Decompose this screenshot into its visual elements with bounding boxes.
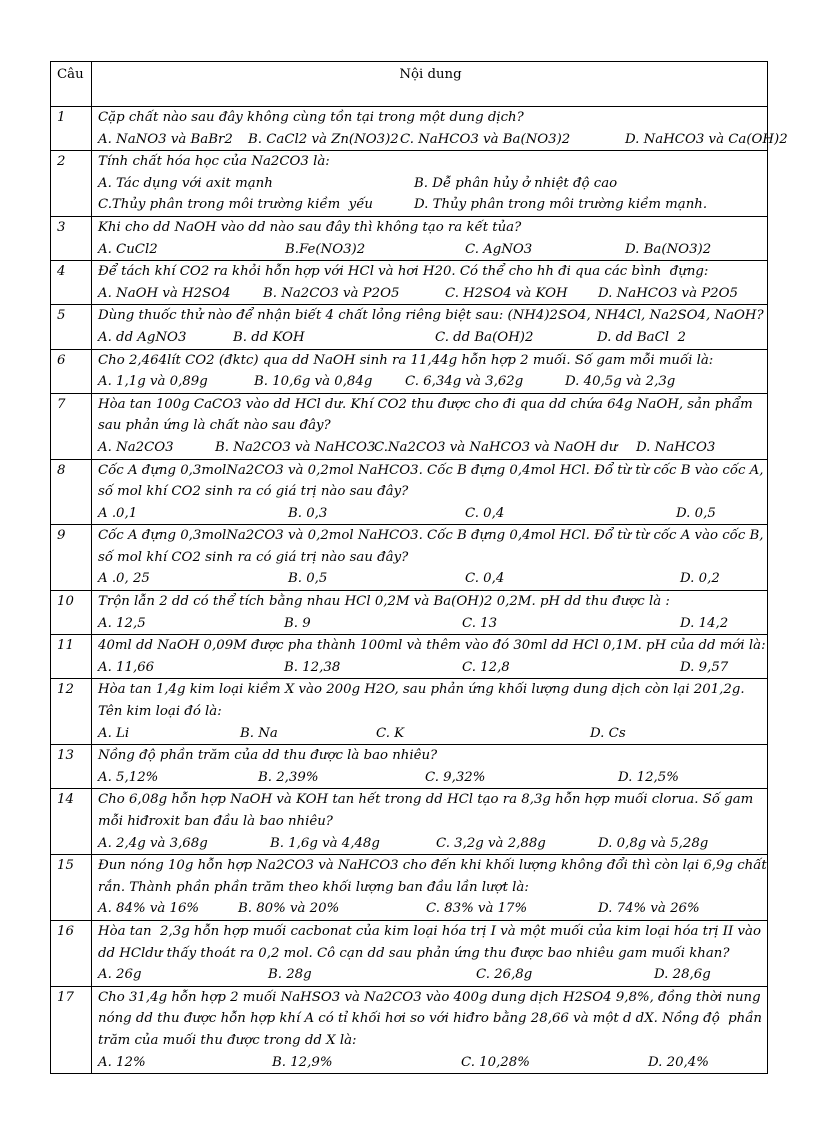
- question-row: [51, 393, 768, 459]
- question-text: Hòa tan 1,4g kim loại kiềm X vào 200g H2O, sau phản ứng khối lượng dung dịch còn lại 201,2g.: [98, 682, 745, 698]
- question-list: [51, 107, 788, 1074]
- question-text: Cặp chất nào sau đây không cùng tồn tại trong một dung dịch?: [98, 110, 524, 125]
- answer-option-b[interactable]: B. CaCl2 và Zn(NO3)2: [248, 131, 399, 147]
- answer-option-a[interactable]: A. NaOH và H2SO4: [98, 285, 231, 301]
- question-content-cell: [92, 393, 768, 459]
- question-content-cell: [92, 151, 768, 217]
- answer-option-c[interactable]: C. NaHCO3 và Ba(NO3)2: [400, 131, 571, 147]
- question-text: Hòa tan 2,3g hỗn hợp muối cacbonat của kim loại hóa trị I và một muối của kim loại hóa trị II vào: [98, 923, 761, 939]
- answer-option-c[interactable]: C. 83% và 17%: [426, 901, 528, 917]
- question-number-cell: [51, 107, 92, 151]
- answer-options: [98, 833, 763, 855]
- answer-option-d[interactable]: D. dd BaCl 2: [597, 329, 686, 345]
- question-number-cell: [51, 635, 92, 679]
- answer-option-d[interactable]: D. 0,8g và 5,28g: [598, 835, 709, 851]
- question-number: 15: [57, 858, 74, 874]
- answer-option-b[interactable]: B. 0,5: [288, 571, 328, 587]
- question-content-cell: [92, 920, 768, 986]
- question-content-cell: [92, 305, 768, 349]
- answer-option-d[interactable]: D. 14,2: [680, 615, 729, 631]
- answer-options: [98, 503, 763, 525]
- answer-option-b[interactable]: B. 0,3: [288, 505, 328, 521]
- question-row: [51, 986, 768, 1073]
- answer-option-b[interactable]: B. 10,6g và 0,84g: [254, 374, 373, 390]
- header-num-label: Câu: [57, 67, 84, 82]
- answer-option-a[interactable]: A. 11,66: [98, 659, 155, 675]
- answer-option-a[interactable]: A. 2,4g và 3,68g: [98, 835, 208, 851]
- question-number-cell: [51, 305, 92, 349]
- question-text: Để tách khí CO2 ra khỏi hỗn hợp với HCl và hơi H20. Có thể cho hh đi qua các bình đựng:: [98, 264, 709, 280]
- question-number-cell: [51, 525, 92, 591]
- question-number-cell: [51, 855, 92, 921]
- question-text: Cho 31,4g hỗn hợp 2 muối NaHSO3 và Na2CO3 vào 400g dung dịch H2SO4 9,8%, đồng thời nung: [98, 989, 761, 1005]
- question-content-cell: [92, 986, 768, 1073]
- answer-option-d[interactable]: D. 0,2: [680, 571, 720, 587]
- answer-option-a[interactable]: A. 26g: [98, 967, 142, 983]
- question-content-cell: [92, 591, 768, 635]
- question-number: 12: [57, 682, 74, 698]
- answer-option-b[interactable]: B. Na2CO3 và P2O5: [263, 285, 400, 301]
- question-text: mỗi hiđroxit ban đầu là bao nhiêu?: [98, 814, 333, 829]
- question-content-cell: [92, 459, 768, 525]
- answer-option-b[interactable]: B. 1,6g và 4,48g: [270, 835, 380, 851]
- question-number: 4: [57, 264, 66, 280]
- answer-option-b[interactable]: B. 12,38: [284, 659, 341, 675]
- answer-option-c[interactable]: C. 0,4: [465, 505, 505, 521]
- answer-option-d[interactable]: D. 40,5g và 2,3g: [565, 374, 676, 390]
- question-text: Hòa tan 100g CaCO3 vào dd HCl dư. Khí CO2 thu được cho đi qua dd chứa 64g NaOH, sản phẩm: [98, 396, 753, 412]
- question-text: Cốc A đựng 0,3molNa2CO3 và 0,2mol NaHCO3. Cốc B đựng 0,4mol HCl. Đổ từ từ cốc A vào cốc B,: [98, 528, 764, 544]
- answer-option-c[interactable]: C.Na2CO3 và NaHCO3 và NaOH dư: [374, 439, 618, 455]
- question-text: Cho 2,464lít CO2 (đktc) qua dd NaOH sinh ra 11,44g hỗn hợp 2 muối. Số gam mỗi muối là:: [98, 352, 714, 368]
- answer-option-a[interactable]: A. Na2CO3: [98, 439, 174, 455]
- question-text: dd HCldư thấy thoát ra 0,2 mol. Cô cạn dd sau phản ứng thu được bao nhiêu gam muối khan?: [98, 945, 730, 961]
- question-number-cell: [51, 789, 92, 855]
- answer-option-c[interactable]: C.Thủy phân trong môi trường kiềm yếu: [98, 197, 373, 213]
- question-text: rắn. Thành phần phần trăm theo khối lượng ban đầu lần lượt là:: [98, 879, 529, 895]
- question-text: số mol khí CO2 sinh ra có giá trị nào sau đây?: [98, 549, 409, 565]
- answer-option-c[interactable]: C. 13: [462, 615, 498, 631]
- question-row: [51, 151, 768, 217]
- question-content-cell: [92, 525, 768, 591]
- answer-option-a[interactable]: A. Tác dụng với axit mạnh: [98, 175, 273, 191]
- question-text: Cốc A đựng 0,3molNa2CO3 và 0,2mol NaHCO3. Cốc B đựng 0,4mol HCl. Đổ từ từ cốc B vào cốc A,: [98, 462, 764, 478]
- answer-option-b[interactable]: B. dd KOH: [233, 329, 305, 345]
- answer-option-c[interactable]: C. K: [376, 725, 405, 741]
- question-text: nóng dd thu được hỗn hợp khí A có tỉ khối hơi so với hiđro bằng 28,66 và một d dX. Nồng độ phần: [98, 1011, 762, 1027]
- question-row: [51, 855, 768, 921]
- question-text: số mol khí CO2 sinh ra có giá trị nào sau đây?: [98, 484, 409, 500]
- question-content-cell: [92, 349, 768, 393]
- answer-options: [98, 767, 763, 789]
- question-number: 9: [57, 528, 66, 544]
- question-text: Tính chất hóa học của Na2CO3 là:: [98, 154, 330, 170]
- question-row: [51, 525, 768, 591]
- answer-option-d[interactable]: D. 0,5: [676, 505, 716, 521]
- question-number-cell: [51, 986, 92, 1073]
- answer-option-a[interactable]: A. dd AgNO3: [98, 329, 187, 345]
- question-number-cell: [51, 261, 92, 305]
- question-number: 13: [57, 748, 74, 764]
- answer-option-b[interactable]: B. Na: [240, 725, 278, 741]
- answer-option-d[interactable]: D. NaHCO3 và Ca(OH)2: [625, 131, 788, 147]
- answer-option-a[interactable]: A. NaNO3 và BaBr2: [98, 131, 233, 147]
- answer-option-d[interactable]: D. Ba(NO3)2: [625, 241, 712, 257]
- question-content-cell: [92, 216, 768, 260]
- answer-options: [98, 437, 763, 459]
- answer-option-a[interactable]: A .0,1: [98, 505, 138, 521]
- answer-options: [98, 723, 763, 745]
- question-text: trăm của muối thu được trong dd X là:: [98, 1032, 357, 1048]
- question-text: Khi cho dd NaOH vào dd nào sau đây thì không tạo ra kết tủa?: [98, 219, 522, 235]
- question-number: 14: [57, 792, 74, 808]
- question-number: 11: [57, 638, 74, 654]
- question-row: [51, 107, 768, 151]
- question-content-cell: [92, 679, 768, 745]
- question-content-cell: [92, 635, 768, 679]
- header-num-cell: [51, 62, 92, 107]
- question-number: 2: [57, 154, 66, 170]
- header-content-cell: [92, 62, 768, 107]
- question-text: 40ml dd NaOH 0,09M được pha thành 100ml và thêm vào đó 30ml dd HCl 0,1M. pH của dd mới là:: [98, 638, 766, 654]
- question-number: 1: [57, 110, 66, 125]
- answer-option-b[interactable]: B. Dễ phân hủy ở nhiệt độ cao: [414, 175, 618, 191]
- answer-options: [98, 657, 763, 679]
- answer-option-c[interactable]: C. H2SO4 và KOH: [445, 285, 568, 301]
- question-number: 10: [57, 594, 74, 610]
- question-number-cell: [51, 216, 92, 260]
- question-text: Đun nóng 10g hỗn hợp Na2CO3 và NaHCO3 cho đến khi khối lượng không đổi thì còn lại 6,9g chất: [98, 858, 767, 874]
- answer-options: [98, 129, 788, 151]
- question-number: 5: [57, 308, 66, 324]
- answer-option-d[interactable]: D. NaHCO3: [636, 439, 716, 455]
- answer-option-b[interactable]: B. 12,9%: [272, 1054, 333, 1070]
- question-row: [51, 920, 768, 986]
- question-content-cell: [92, 855, 768, 921]
- answer-options: [98, 194, 763, 216]
- answer-option-c[interactable]: C. 0,4: [465, 571, 505, 587]
- answer-option-a[interactable]: A. 12%: [98, 1054, 146, 1070]
- question-number-cell: [51, 745, 92, 789]
- question-number: 16: [57, 923, 74, 939]
- answer-options: [98, 371, 763, 393]
- answer-option-c[interactable]: C. AgNO3: [465, 241, 533, 257]
- answer-option-c[interactable]: C. 10,28%: [461, 1054, 530, 1070]
- question-number: 17: [57, 989, 74, 1005]
- answer-option-c[interactable]: C. 9,32%: [425, 769, 486, 785]
- answer-options: [98, 283, 763, 305]
- answer-option-d[interactable]: D. Thủy phân trong môi trường kiềm mạnh.: [414, 197, 708, 213]
- question-number: 8: [57, 462, 66, 478]
- question-row: [51, 305, 768, 349]
- question-row: [51, 216, 768, 260]
- answer-option-b[interactable]: B. 28g: [268, 967, 312, 983]
- answer-options: [98, 613, 763, 635]
- question-number-cell: [51, 679, 92, 745]
- question-row: [51, 349, 768, 393]
- question-content-cell: [92, 789, 768, 855]
- question-content-cell: [92, 261, 768, 305]
- answer-option-c[interactable]: C. dd Ba(OH)2: [435, 329, 534, 345]
- question-text: Tên kim loại đó là:: [98, 704, 222, 720]
- question-number: 3: [57, 219, 66, 235]
- question-row: [51, 635, 768, 679]
- question-content-cell: [92, 745, 768, 789]
- question-text: Dùng thuốc thử nào để nhận biết 4 chất lỏng riêng biệt sau: (NH4)2SO4, NH4Cl, Na2SO4, NaOH?: [98, 308, 764, 324]
- answer-option-d[interactable]: D. 74% và 26%: [598, 901, 700, 917]
- question-text: Trộn lẫn 2 dd có thể tích bằng nhau HCl 0,2M và Ba(OH)2 0,2M. pH dd thu được là :: [98, 594, 670, 610]
- answer-options: [98, 239, 763, 261]
- answer-option-b[interactable]: B. Na2CO3 và NaHCO3: [215, 439, 376, 455]
- question-number-cell: [51, 393, 92, 459]
- answer-option-a[interactable]: A. CuCl2: [98, 241, 158, 257]
- question-number-cell: [51, 151, 92, 217]
- question-text: Cho 6,08g hỗn hợp NaOH và KOH tan hết trong dd HCl tạo ra 8,3g hỗn hợp muối clorua. Số gam: [98, 792, 754, 808]
- answer-option-d[interactable]: D. NaHCO3 và P2O5: [598, 285, 738, 301]
- question-row: [51, 789, 768, 855]
- answer-options: [98, 898, 763, 920]
- answer-option-d[interactable]: D. Cs: [590, 725, 626, 741]
- answer-option-d[interactable]: D. 20,4%: [648, 1054, 709, 1070]
- question-number-cell: [51, 920, 92, 986]
- answer-option-c[interactable]: C. 3,2g và 2,88g: [436, 835, 546, 851]
- answer-option-b[interactable]: B. 2,39%: [258, 769, 319, 785]
- question-row: [51, 591, 768, 635]
- question-number: 7: [57, 396, 66, 412]
- question-row: [51, 261, 768, 305]
- question-row: [51, 459, 768, 525]
- answer-option-a[interactable]: A. 12,5: [98, 615, 146, 631]
- answer-option-a[interactable]: A .0, 25: [98, 571, 150, 587]
- question-number-cell: [51, 349, 92, 393]
- question-text: Nồng độ phần trăm của dd thu được là bao nhiêu?: [98, 748, 438, 764]
- answer-option-d[interactable]: D. 9,57: [680, 659, 729, 675]
- answer-option-a[interactable]: A. 1,1g và 0,89g: [98, 374, 208, 390]
- answer-option-a[interactable]: A. Li: [98, 725, 130, 741]
- question-row: [51, 679, 768, 745]
- answer-option-c[interactable]: C. 6,34g và 3,62g: [405, 374, 524, 390]
- question-text: sau phản ứng là chất nào sau đây?: [98, 418, 331, 434]
- answer-option-a[interactable]: A. 84% và 16%: [98, 901, 200, 917]
- question-number-cell: [51, 591, 92, 635]
- answer-options: [98, 327, 763, 349]
- answer-option-d[interactable]: D. 12,5%: [618, 769, 679, 785]
- answer-options: [98, 173, 763, 195]
- answer-option-b[interactable]: B. 80% và 20%: [238, 901, 340, 917]
- answer-option-c[interactable]: C. 26,8g: [476, 967, 533, 983]
- answer-options: [98, 568, 763, 590]
- header-content-label: Nội dung: [399, 67, 462, 82]
- answer-options: [98, 1052, 763, 1074]
- question-number-cell: [51, 459, 92, 525]
- question-table: [50, 61, 788, 1074]
- answer-option-b[interactable]: B.Fe(NO3)2: [285, 241, 366, 257]
- answer-option-d[interactable]: D. 28,6g: [654, 967, 711, 983]
- answer-option-b[interactable]: B. 9: [284, 615, 311, 631]
- question-row: [51, 745, 768, 789]
- answer-option-c[interactable]: C. 12,8: [462, 659, 510, 675]
- question-number: 6: [57, 352, 66, 368]
- question-content-cell: [92, 107, 788, 151]
- answer-options: [98, 964, 763, 986]
- answer-option-a[interactable]: A. 5,12%: [98, 769, 159, 785]
- table-header-row: [51, 62, 768, 107]
